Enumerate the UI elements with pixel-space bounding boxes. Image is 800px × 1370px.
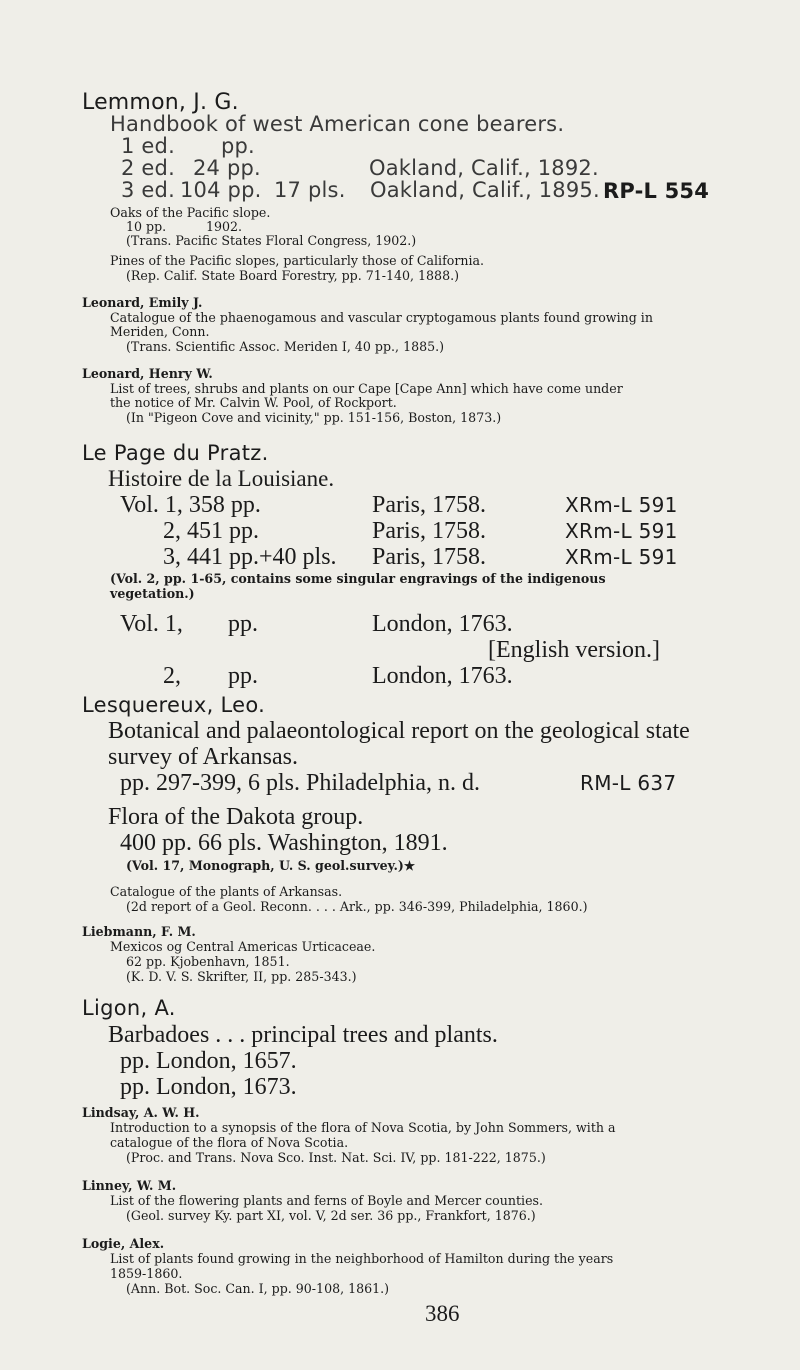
entry-author: Lemmon, J. G. <box>82 90 239 115</box>
work-title: 1859-1860. <box>110 1266 183 1281</box>
work-source: (2d report of a Geol. Reconn. . . . Ark., pp. 346-399, Philadelphia, 1860.) <box>126 899 588 914</box>
entry-title: Botanical and palaeontological report on the geological state <box>108 718 690 744</box>
shelf-code: XRm-L 591 <box>565 493 678 517</box>
entry-title: survey of Arkansas. <box>108 744 298 770</box>
shelf-code: XRm-L 591 <box>565 519 678 543</box>
shelf-code: RP-L 554 <box>603 179 710 203</box>
entry-imprint: pp. London, 1657. <box>120 1048 297 1074</box>
work-title: Oaks of the Pacific slope. <box>110 205 271 220</box>
volume-pages: pp. <box>228 663 258 689</box>
work-source: (K. D. V. S. Skrifter, II, pp. 285-343.) <box>126 969 357 984</box>
edition-imprint: Oakland, Calif., 1892. <box>369 156 599 180</box>
work-pages: 10 pp. <box>126 219 167 234</box>
volume: Vol. 1, <box>120 611 183 637</box>
series-note: (Vol. 17, Monograph, U. S. geol.survey.)★ <box>126 858 416 873</box>
work-source: (Geol. survey Ky. part XI, vol. V, 2d ser. 36 pp., Frankfort, 1876.) <box>126 1208 536 1223</box>
volume-note: vegetation.) <box>110 586 195 601</box>
work-source: (Rep. Calif. State Board Forestry, pp. 71-140, 1888.) <box>126 268 459 283</box>
work-title: Mexicos og Central Americas Urticaceae. <box>110 939 376 954</box>
work-title: Catalogue of the plants of Arkansas. <box>110 884 343 899</box>
edition-pages: 24 pp. <box>193 156 261 180</box>
volume-imprint: Paris, 1758. <box>372 492 486 518</box>
work-title: the notice of Mr. Calvin W. Pool, of Rockport. <box>110 395 397 410</box>
volume: Vol. 1, 358 pp. <box>120 492 261 518</box>
work-source: (In "Pigeon Cove and vicinity," pp. 151-156, Boston, 1873.) <box>126 410 502 425</box>
edition-note: [English version.] <box>488 637 660 663</box>
entry-author: Leonard, Henry W. <box>82 366 213 381</box>
edition: 1 ed. <box>121 134 175 158</box>
entry-title: Barbadoes . . . principal trees and plants. <box>108 1022 498 1048</box>
entry-title: Histoire de la Louisiane. <box>108 466 335 491</box>
edition-imprint: Oakland, Calif., 1895. <box>370 178 600 202</box>
entry-imprint: pp. 297-399, 6 pls. Philadelphia, n. d. <box>120 770 480 796</box>
entry-author: Ligon, A. <box>82 996 176 1020</box>
work-source: (Trans. Scientific Assoc. Meriden I, 40 pp., 1885.) <box>126 339 445 354</box>
work-title: List of trees, shrubs and plants on our Cape [Cape Ann] which have come under <box>110 381 623 396</box>
work-year: 1902. <box>206 219 243 234</box>
edition: 3 ed. <box>121 178 175 202</box>
volume-pages: pp. <box>228 611 258 637</box>
work-title: Meriden, Conn. <box>110 324 210 339</box>
volume-imprint: London, 1763. <box>372 663 513 689</box>
work-imprint: 62 pp. Kjobenhavn, 1851. <box>126 954 290 969</box>
volume-imprint: London, 1763. <box>372 611 513 637</box>
volume: 3, 441 pp.+40 pls. <box>163 544 337 570</box>
work-title: Pines of the Pacific slopes, particularly those of California. <box>110 253 484 268</box>
entry-imprint: 400 pp. 66 pls. Washington, 1891. <box>120 830 448 856</box>
work-source: (Proc. and Trans. Nova Sco. Inst. Nat. Sci. IV, pp. 181-222, 1875.) <box>126 1150 546 1165</box>
edition: 2 ed. <box>121 156 175 180</box>
entry-author: Logie, Alex. <box>82 1236 165 1251</box>
entry-author: Lesquereux, Leo. <box>82 693 266 717</box>
volume: 2, 451 pp. <box>163 518 259 544</box>
entry-title: Flora of the Dakota group. <box>108 804 364 830</box>
edition-pages: pp. <box>221 134 255 158</box>
edition-pages: 104 pp. <box>180 178 262 202</box>
work-title: List of the flowering plants and ferns of Boyle and Mercer counties. <box>110 1193 543 1208</box>
volume: 2, <box>163 663 181 689</box>
volume-imprint: Paris, 1758. <box>372 518 486 544</box>
entry-author: Le Page du Pratz. <box>82 441 269 465</box>
work-source: (Trans. Pacific States Floral Congress, 1902.) <box>126 233 417 248</box>
entry-author: Linney, W. M. <box>82 1178 177 1193</box>
page-number: 386 <box>425 1301 460 1326</box>
work-title: catalogue of the flora of Nova Scotia. <box>110 1135 349 1150</box>
work-source: (Ann. Bot. Soc. Can. I, pp. 90-108, 1861.) <box>126 1281 390 1296</box>
volume-imprint: Paris, 1758. <box>372 544 486 570</box>
entry-author: Leonard, Emily J. <box>82 295 203 310</box>
edition-plates: 17 pls. <box>274 178 346 202</box>
volume-note: (Vol. 2, pp. 1-65, contains some singular engravings of the indigenous <box>110 571 606 586</box>
entry-imprint: pp. London, 1673. <box>120 1074 297 1100</box>
work-title: Catalogue of the phaenogamous and vascular cryptogamous plants found growing in <box>110 310 653 325</box>
work-title: List of plants found growing in the neighborhood of Hamilton during the years <box>110 1251 614 1266</box>
work-title: Introduction to a synopsis of the flora of Nova Scotia, by John Sommers, with a <box>110 1120 616 1135</box>
entry-author: Liebmann, F. M. <box>82 924 196 939</box>
shelf-code: XRm-L 591 <box>565 545 678 569</box>
entry-title: Handbook of west American cone bearers. <box>110 112 565 136</box>
entry-author: Lindsay, A. W. H. <box>82 1105 200 1120</box>
shelf-code: RM-L 637 <box>580 771 677 795</box>
